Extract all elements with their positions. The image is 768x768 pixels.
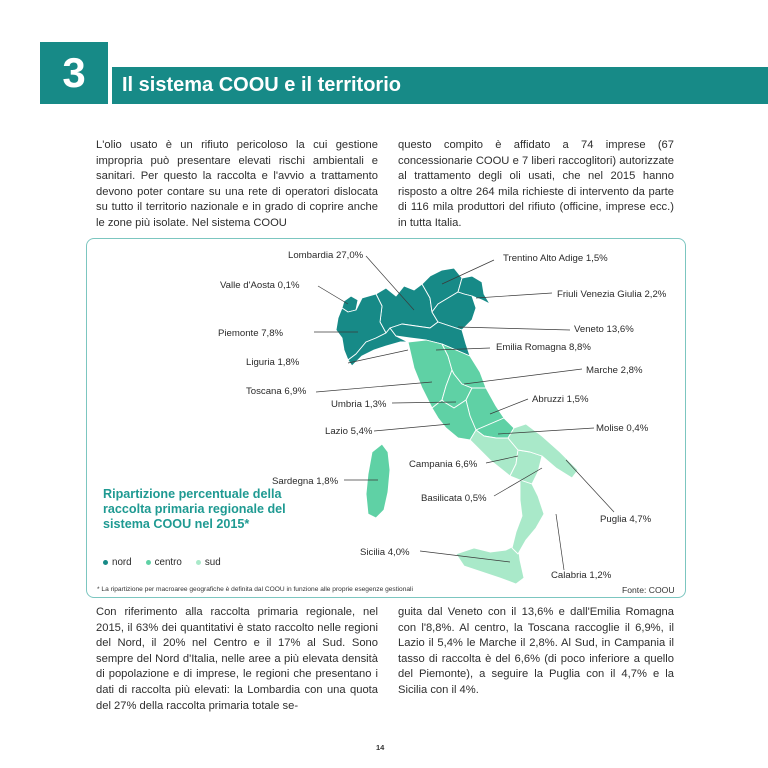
legend-swatch-centro <box>146 560 151 565</box>
region-label: Marche 2,8% <box>586 365 643 376</box>
intro-paragraph-left: L'olio usato è un rifiuto pericoloso la cui gestione impropria può presentare elevati rischi ambientali e sanitari. Per questo la raccolta e l'avvio a trattamento devono poter contare su una rete di operatori dislocata su tutto il territorio nazionale e in grado di coprire anche le zone più isolate. Nel sistema COOU <box>96 139 378 229</box>
region-label: Veneto 13,6% <box>574 324 634 335</box>
leader-line <box>374 424 450 431</box>
region-calabria <box>512 480 544 554</box>
chapter-title: Il sistema COOU e il territorio <box>112 67 768 104</box>
region-label: Campania 6,6% <box>409 459 478 470</box>
figure-title: Ripartizione percentuale della raccolta primaria regionale del sistema COOU nel 2015* <box>103 487 286 532</box>
legend-item-centro <box>146 557 182 568</box>
chapter-number: 3 <box>40 42 108 104</box>
map-legend <box>103 557 221 568</box>
region-label: Friuli Venezia Giulia 2,2% <box>557 289 667 300</box>
region-label: Sicilia 4,0% <box>360 547 410 558</box>
body-paragraph-right: guita dal Veneto con il 13,6% e dall'Emilia Romagna con l'8,8%. Al centro, la Toscana raccoglie il 6,9%, il Lazio il 5,4% le Marche il 2,8%. Al Sud, in Campania il tasso di raccolta è del 6,6% (di poco inferiore a quello del Piemonte), a seguire la Puglia con il 4,7% e la Sicilia con il 4%. <box>398 606 674 696</box>
figure-source: Fonte: COOU <box>622 585 675 595</box>
legend-swatch-nord <box>103 560 108 565</box>
leader-line <box>556 514 564 570</box>
region-label: Liguria 1,8% <box>246 357 300 368</box>
legend-item-nord <box>103 557 132 568</box>
legend-label-centro: centro <box>154 557 182 568</box>
region-label: Piemonte 7,8% <box>218 328 284 339</box>
figure-footnote: * La ripartizione per macroaree geografiche è definita dal COOU in funzione alle proprie esegenze gestionali <box>97 586 413 593</box>
region-label: Puglia 4,7% <box>600 514 652 525</box>
leader-line <box>316 382 432 392</box>
legend-label-sud: sud <box>204 557 221 568</box>
leader-line <box>476 293 552 298</box>
region-label: Molise 0,4% <box>596 423 649 434</box>
leader-line <box>458 327 570 330</box>
leader-line <box>566 460 614 512</box>
legend-label-nord: nord <box>112 557 132 568</box>
region-label: Lazio 5,4% <box>325 426 373 437</box>
legend-swatch-sud <box>196 560 201 565</box>
region-label: Calabria 1,2% <box>551 570 612 581</box>
leader-line <box>318 286 348 304</box>
intro-paragraph-right: questo compito è affidato a 74 imprese (67 concessionarie COOU e 7 liberi raccoglitori) autorizzate al trattamento degli oli usati, che nel 2015 hanno risposto a oltre 264 mila richieste di intervento da parte di 116 mila produttori del rifiuto (officine, imprese ecc.) in tutta Italia. <box>398 139 674 229</box>
region-label: Toscana 6,9% <box>246 386 307 397</box>
region-label: Valle d'Aosta 0,1% <box>220 280 300 291</box>
page-number: 14 <box>376 743 385 752</box>
region-label: Trentino Alto Adige 1,5% <box>503 253 608 264</box>
region-label: Basilicata 0,5% <box>421 493 487 504</box>
legend-item-sud <box>196 557 221 568</box>
region-label: Sardegna 1,8% <box>272 476 339 487</box>
region-sardegna <box>366 444 390 518</box>
region-label: Abruzzi 1,5% <box>532 394 589 405</box>
region-label: Emilia Romagna 8,8% <box>496 342 591 353</box>
body-paragraph-left: Con riferimento alla raccolta primaria regionale, nel 2015, il 63% dei quantitativi è stato raccolto nelle regioni del Nord, il 20% nel Centro e il 17% al Sud. Sono sempre del Nord d'Italia, nelle aree a più elevata densità di popolazione e di imprese, le regioni che presentano i dati di raccolta più elevati: la Lombardia con una quota del 27% della raccolta primaria totale se- <box>96 606 378 712</box>
region-label: Umbria 1,3% <box>331 399 387 410</box>
region-label: Lombardia 27,0% <box>288 250 364 261</box>
